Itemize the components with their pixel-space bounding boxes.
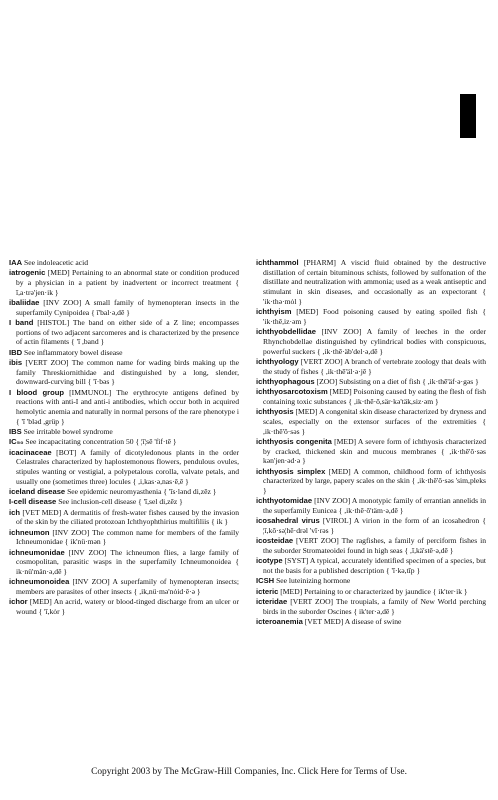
entry-headword: ichthyism [256,307,292,317]
entry-headword: I band [9,318,34,327]
entry-definition: [ZOO] Subsisting on a diet of fish { ,ik·thē'äf·ə·gəs } [316,376,479,386]
entry-definition: [VET MED] A disease of swine [304,616,402,626]
entry-headword: ich [9,507,20,517]
entry-definition: [INV ZOO] The common name for members of the family Ichneumonidae { ik'nü·mən } [16,527,239,547]
entry-definition: See incapacitating concentration 50 { ¦ī¦sē 'fif·tē } [25,437,177,447]
entry-definition: [MED] A congenital skin disease characterized by dryness and scales, especially on the extensor surfaces of the extremities { ,ik·thē'ō·səs } [263,407,486,436]
dictionary-entry [9,487,239,497]
entry-definition: [BOT] A family of dicotyledonous plants in the order Celastrales characterized by haplostemonous flowers, pendulous ovules, stipules wanting or vestigial, a polypetalous corolla, valvate petals, and usually one (sometimes three) locules { ,i,kas·ə,nas·ē,ē } [16,447,239,486]
dictionary-entry [9,508,239,527]
entry-headword: ichneumonidae [9,547,65,557]
entry-headword: iceland disease [9,487,66,497]
dictionary-entry [256,467,486,496]
dictionary-entry [9,577,239,596]
entry-definition: [HISTOL] The band on either side of a Z line; encompasses portions of two adjacent sarcomeres and is characterized by the presence of actin filaments { 'ī ,band } [16,318,239,347]
dictionary-entry [9,437,239,447]
entry-headword: iatrogenic [9,268,46,278]
dictionary-entry [256,556,486,575]
dictionary-entry [256,617,486,627]
entry-definition: [MED] Pertaining to an abnormal state or condition produced by a physician in a patient by inadvertent or incorrect treatment { ī,a·trə'jen·ik } [16,268,239,297]
entry-headword: ichneumon [9,527,50,537]
section-letter-bar [460,94,476,138]
entry-headword: IC₅₀ [9,437,24,447]
entry-headword: I blood group [9,387,64,397]
entry-headword: ichthyotomidae [256,496,313,506]
dictionary-entry [256,387,486,406]
dictionary-entry [256,536,486,555]
entry-headword: ICSH [256,576,275,586]
entry-definition: [PHARM] A viscid fluid obtained by the destructive distillation of certain bituminous schists, followed by sulfonation of the distillate and neutralization with ammonia; used as a weak antiseptic and stimulant in skin diseases, and occasionally as an expectorant { 'ik·thə·mȯl } [263,258,486,306]
dictionary-entry [9,268,239,297]
dictionary-entry [9,528,239,547]
entry-definition: [INV ZOO] A small family of hymenopteran insects in the superfamily Cynipoidea { ī'bal·ə,dē } [16,298,239,317]
entry-definition: [INV ZOO] A family of leeches in the order Rhynchobdellae distinguished by cylindrical bodies with conspicuous, powerful suckers { ,ik·thē·äb'del·ə,dē } [263,327,486,356]
entry-definition: See luteinizing hormone [276,576,351,586]
dictionary-entry [9,597,239,616]
entry-headword: icteric [256,586,279,596]
entry-headword: ichthyosis congenita [256,436,332,446]
left-column [9,258,239,617]
entry-headword: icteridae [256,596,288,606]
dictionary-entry [256,496,486,515]
entry-definition: [VERT ZOO] The common name for wading birds making up the family Threskiornithidae and distinguished by a long, slender, downward-curving bill { 'ī·bəs } [16,358,239,387]
dictionary-entry [256,258,486,307]
entry-headword: icosteidae [256,536,294,546]
entry-headword: ichthyophagous [256,376,315,386]
entry-definition: [IMMUNOL] The erythrocyte antigens defined by reactions with anti-I and anti-i antibodies, which occur both in acquired hemolytic anemia and naturally in normal persons of the rare phenotype i { 'ī 'bləd ,grüp } [16,387,239,426]
entry-definition: [VERT ZOO] The troupials, a family of New World perching birds in the suborder Oscines { ik'ter·ə,dē } [263,596,486,616]
entry-headword: I-cell disease [9,497,57,507]
dictionary-entry [9,348,239,358]
entry-headword: ichor [9,597,28,607]
dictionary-entry [256,597,486,616]
dictionary-entry [256,327,486,356]
dictionary-entry [9,497,239,507]
entry-definition: [VIROL] A virion in the form of an icosahedron { ¦ī,kō·sə¦hē·drəl 'vī·rəs } [263,516,486,535]
dictionary-entry [256,437,486,466]
copyright-footer[interactable]: Copyright 2003 by The McGraw-Hill Companies, Inc. Click Here for Terms of Use. [91,767,407,777]
entry-definition: [VERT ZOO] The ragfishes, a family of perciform fishes in the suborder Stromateoidei found in high seas { ,ī,kä'stē·ə,dē } [263,536,486,555]
dictionary-entry [256,407,486,436]
entry-headword: icotype [256,556,283,566]
dictionary-entry [9,388,239,427]
dictionary-entry [256,516,486,535]
entry-definition: [INV ZOO] A monotypic family of errantian annelids in the superfamily Eunicea { ,ik·thē·ō'täm·ə,dē } [263,496,486,515]
entry-headword: icteroanemia [256,616,303,626]
entry-definition: See irritable bowel syndrome [23,427,113,437]
entry-definition: [VERT ZOO] A branch of vertebrate zoology that deals with the study of fishes { ,ik·thē'äl·ə·jē } [263,356,487,376]
entry-definition: [INV ZOO] A superfamily of hymenopteran insects; members are parasites of other insects { ,ik,nü·mə'nȯid·ē·ə } [16,577,239,597]
entry-definition: [MED] A severe form of ichthyosis characterized by cracked, thickened skin and mucous membranes { ,ik·thē'ō·səs kən'jen·əd·ə } [263,436,486,466]
dictionary-entry [9,318,239,347]
entry-headword: icosahedral virus [256,516,320,526]
entry-headword: icacinaceae [9,447,52,457]
dictionary-entry [9,548,239,577]
entry-definition: [MED] Poisoning caused by eating the flesh of fish containing toxic substances { ,ik·thē·ō,sär·kə'täk,siz·əm } [263,387,486,406]
entry-headword: ichthammol [256,258,299,267]
dictionary-entry [256,576,486,586]
entry-headword: ichneumonoidea [9,577,70,587]
dictionary-entry [9,298,239,317]
entry-definition: [VET MED] A dermatitis of fresh-water fishes caused by the invasion of the skin by the ciliated protozoan Ichthyophthirius multifiliis { ik } [16,507,239,527]
entry-definition: See indoleacetic acid [23,258,89,267]
entry-definition: See epidemic neuromyasthenia { 'īs·lənd di,zēz } [67,487,217,497]
entry-definition: [MED] An acrid, watery or blood-tinged discharge from an ulcer or wound { 'ī,kȯr } [16,597,239,617]
dictionary-entry [256,377,486,387]
dictionary-entry [9,358,239,387]
entry-headword: ichthyology [256,356,299,366]
entry-headword: ibaliidae [9,298,40,307]
entry-definition: See inclusion-cell disease { 'ī,sel di,zēz } [58,497,183,507]
entry-definition: See inflammatory bowel disease [23,347,123,357]
dictionary-entry [256,587,486,597]
entry-definition: [MED] Food poisoning caused by eating spoiled fish { 'ik·thē,iz·əm } [263,307,486,326]
entry-definition: [MED] A common, childhood form of ichthyosis characterized by large, papery scales on the skin { ,ik·thē'ō·səs 'sim,pleks } [263,466,486,495]
right-column [256,258,486,627]
entry-headword: ibis [9,358,23,367]
entry-headword: ichthyobdellidae [256,327,316,337]
dictionary-entry [9,448,239,487]
dictionary-entry [256,357,486,376]
entry-headword: ichthyosis [256,407,294,417]
dictionary-entry [9,258,239,268]
entry-definition: [SYST] A typical, accurately identified specimen of a species, but not the basis for a published description { 'ī·kə,tīp } [263,556,486,575]
entry-headword: IAA [9,258,23,267]
entry-definition: [MED] Pertaining to or characterized by jaundice { ik'ter·ik } [280,586,468,596]
entry-definition: [INV ZOO] The ichneumon flies, a large family of cosmopolitan, parasitic wasps in the superfamily Ichneumonoidea { ik·nü'män·ə,dē } [16,547,240,577]
dictionary-entry [256,307,486,326]
entry-headword: IBS [9,427,22,437]
entry-headword: ichthyosis simplex [256,466,326,476]
entry-headword: ichthyosarcotoxism [256,387,328,397]
entry-headword: IBD [9,347,23,357]
dictionary-entry [9,427,239,437]
